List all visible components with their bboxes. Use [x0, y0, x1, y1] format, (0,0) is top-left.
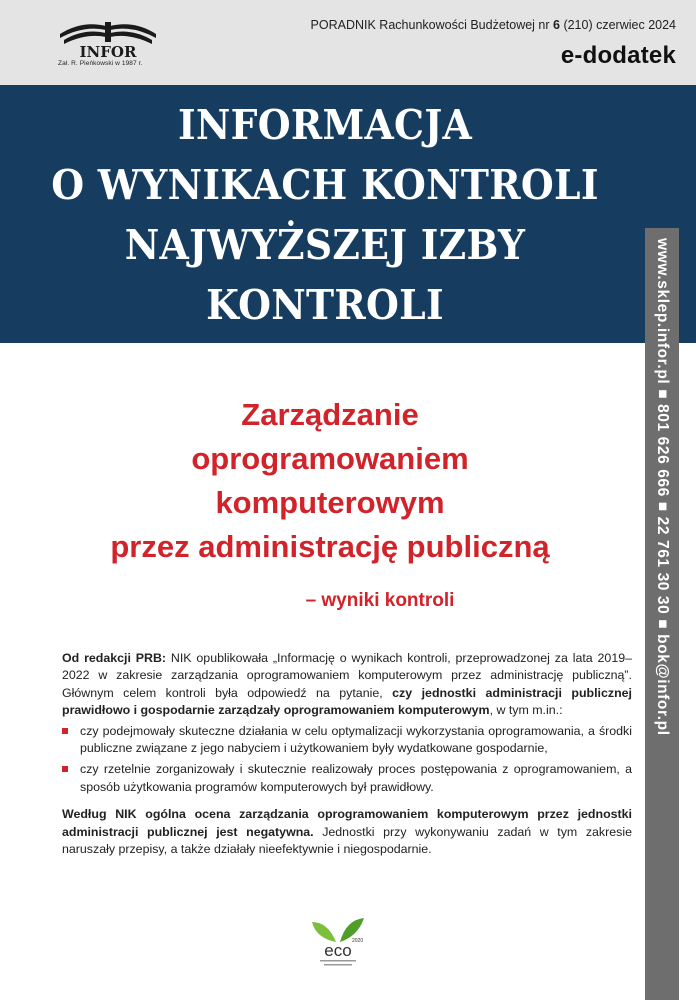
conclusion-text: Jednostki przy wykonywaniu zadań w tym zakresie naruszały przepisy, a także działały nieefektywnie i niegospodarnie.: [62, 824, 632, 857]
issue-prefix: PORADNIK Rachunkowości Budżetowej nr: [310, 18, 554, 32]
bullet-list: [62, 723, 632, 797]
intro-tail: , w tym m.in.:: [489, 703, 563, 718]
eco-wordmark: eco: [324, 941, 352, 960]
list-item-text: czy podejmowały skuteczne działania w celu optymalizacji wykorzystania oprogramowania, a środki publiczne związane z jego nabyciem i użytkowaniem były wydatkowane gospodarnie,: [80, 723, 632, 756]
side-contact-text: www.sklep.infor.pl ■ 801 626 666 ■ 22 761 30 30 ■ bok@infor.pl: [654, 238, 671, 736]
logo-subtext: Zał. R. Pieńkowski w 1987 r.: [58, 60, 143, 67]
intro-bold: czy jednostki administracji publicznej prawidłowo i gospodarnie zarządzały oprogramowaniem komputerowym: [62, 685, 632, 718]
main-title-line: O WYNIKACH KONTROLI: [51, 161, 599, 209]
intro-lead: Od redakcji PRB:: [62, 651, 167, 665]
bullet-square-icon: [62, 728, 68, 734]
intro-text: NIK opublikowała „Informację o wynikach kontroli, przeprowadzonej za lata 2019–2022 w zakresie zarządzania oprogramowaniem komputerowym przez administrację publiczną”. Głównym celem kontroli była odpowiedź na pytanie,: [62, 651, 632, 700]
main-title: [44, 95, 605, 335]
article-title-line: komputerowym: [215, 485, 445, 520]
list-item: [62, 761, 632, 796]
list-item: [62, 723, 632, 758]
issue-line: [311, 18, 676, 32]
issue-suffix: (210) czerwiec 2024: [559, 18, 676, 32]
eco-logo: [306, 912, 370, 970]
article-title: [30, 393, 630, 569]
eco-year: 2020: [352, 938, 364, 944]
article-title-line: przez administrację publiczną: [110, 529, 550, 564]
issue-number: 6: [553, 18, 560, 32]
main-title-line: NAJWYŻSZEJ IZBY: [124, 221, 526, 269]
edition-label: e-dodatek: [560, 42, 676, 69]
article-tagline: – wyniki kontroli: [305, 590, 455, 611]
article-title-line: Zarządzanie: [241, 397, 419, 432]
conclusion-paragraph: [62, 806, 632, 858]
conclusion-bold: Według NIK ogólna ocena zarządzania oprogramowaniem komputerowym przez jednostki administracji publicznej jest negatywna.: [62, 807, 632, 839]
bullet-square-icon: [62, 766, 68, 772]
article-title-line: oprogramowaniem: [191, 441, 469, 476]
list-item-text: czy rzetelnie zorganizowały i skutecznie realizowały proces postępowania z oprogramowaniem, a sposób użytkowania programów komputerowych był prawidłowy.: [80, 762, 632, 794]
main-title-line: INFORMACJA: [177, 101, 473, 149]
article-body: [62, 650, 632, 858]
logo-wordmark: INFOR: [79, 43, 137, 61]
intro-paragraph: [62, 650, 632, 720]
main-title-line: KONTROLI: [206, 281, 444, 329]
